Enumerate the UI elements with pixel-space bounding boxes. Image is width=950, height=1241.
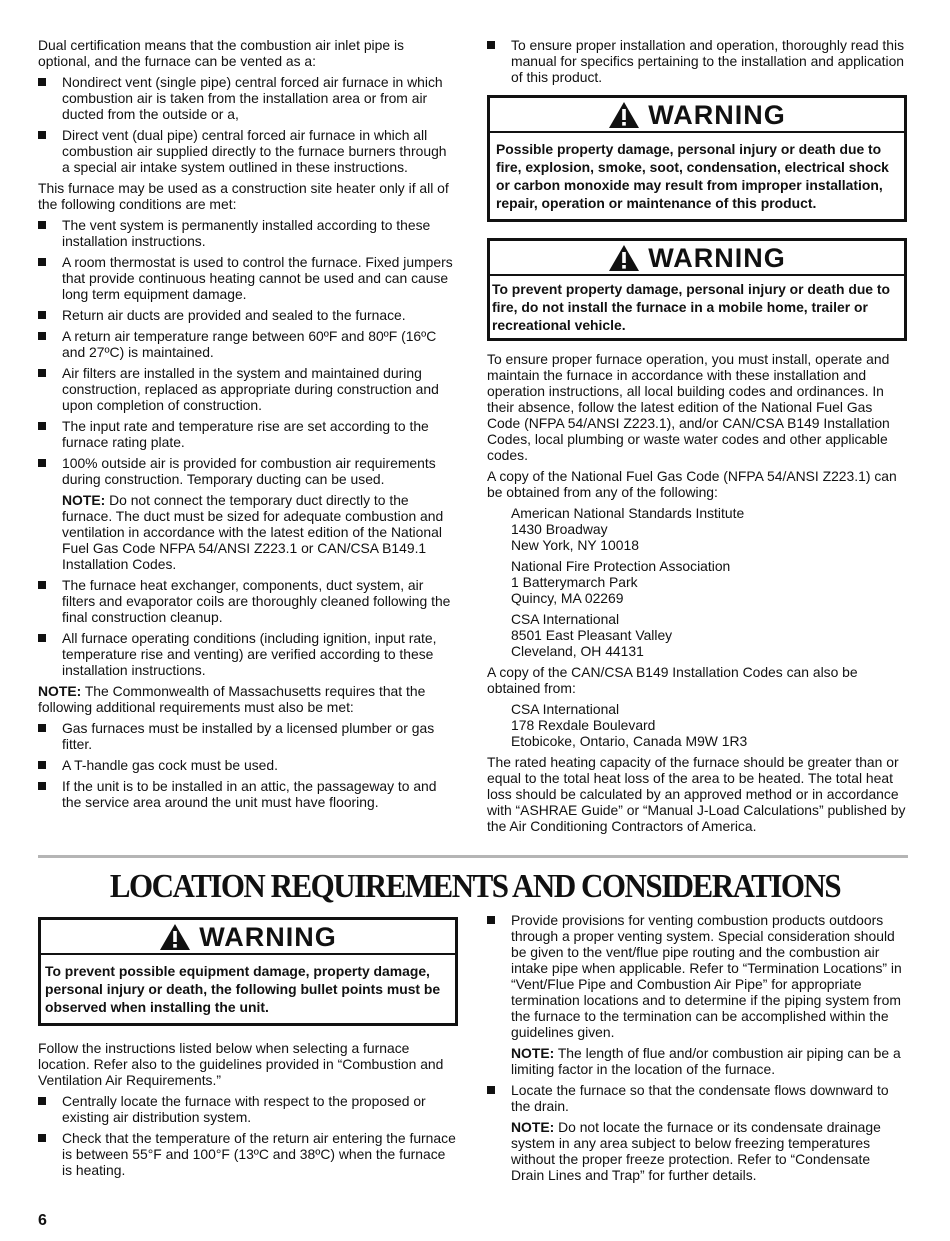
construction-intro: This furnace may be used as a construction site heater only if all of the following conditions are met: [38, 180, 449, 212]
bullet-square-icon [38, 724, 46, 732]
warning-title: WARNING [648, 242, 786, 273]
list-item: Centrally locate the furnace with respect to the proposed or existing air distribution system. [38, 1093, 458, 1125]
bullet-square-icon [38, 422, 46, 430]
address-block: American National Standards Institute 1430 Broadway New York, NY 10018 [511, 505, 745, 553]
bullet-square-icon [38, 221, 46, 229]
right-column [487, 37, 907, 839]
list-item: Provide provisions for venting combustion products outdoors through a proper venting system. Special consideration should be given to the vent/flue pipe routing and the combustion air intake pipe when applicable. Refer to “Termination Locations” in “Vent/Flue Pipe and Combustion Air Pipe” for appropriate termination locations and to determine if the piping system from the furnace to the termination can be accomplished within the guidelines given. [487, 912, 907, 1040]
bullet-square-icon [38, 369, 46, 377]
bullet-square-icon [38, 1097, 46, 1105]
bullet-square-icon [38, 78, 46, 86]
copy-paragraph: A copy of the National Fuel Gas Code (NFPA 54/ANSI Z223.1) can be obtained from any of the following: [487, 468, 897, 500]
list-item: Return air ducts are provided and sealed to the furnace. [38, 307, 458, 323]
warning-header [490, 98, 904, 133]
note-freeze-protection: NOTE: Do not locate the furnace or its condensate drainage system in any area subject to below freezing temperatures without the proper freeze protection. Refer to “Condensate Drain Lines and Trap” for further details. [511, 1119, 881, 1183]
right-column-location [487, 912, 907, 1188]
list-item: All furnace operating conditions (including ignition, input rate, temperature rise and venting) are verified according to these installation instructions. [38, 630, 458, 678]
warning-text: Possible property damage, personal injury or death due to fire, explosion, smoke, soot, condensation, electrical shock or carbon monoxide may result from improper installation, repair, operation or maintenance of this product. [496, 141, 889, 211]
left-column-location [38, 917, 458, 1183]
warning-header [41, 920, 455, 955]
list-item: Air filters are installed in the system and maintained during construction, replaced as appropriate during construction and upon completion of construction. [38, 365, 458, 413]
bullet-square-icon [38, 332, 46, 340]
list-item: To ensure proper installation and operation, thoroughly read this manual for specifics pertaining to the installation and application of this product. [487, 37, 907, 85]
warning-box [38, 917, 458, 1026]
address-block: CSA International 178 Rexdale Boulevard Etobicoke, Ontario, Canada M9W 1R3 [511, 701, 748, 749]
warning-triangle-icon [159, 923, 191, 951]
page-number: 6 [38, 1212, 47, 1229]
bullet-square-icon [487, 916, 495, 924]
note-piping-length: NOTE: The length of flue and/or combustion air piping can be a limiting factor in the location of the furnace. [511, 1045, 901, 1077]
bullet-square-icon [38, 581, 46, 589]
warning-title: WARNING [199, 921, 337, 952]
list-item: 100% outside air is provided for combustion air requirements during construction. Temporary ducting can be used. [38, 455, 458, 487]
list-item: Nondirect vent (single pipe) central forced air furnace in which combustion air is taken from the installation area or from air ducted from the outside or a, [38, 74, 458, 122]
list-item: A room thermostat is used to control the furnace. Fixed jumpers that provide continuous heating cannot be used and can cause long term equipment damage. [38, 254, 458, 302]
warning-header [490, 241, 904, 276]
list-item: The input rate and temperature rise are set according to the furnace rating plate. [38, 418, 458, 450]
section-heading: LOCATION REQUIREMENTS AND CONSIDERATIONS [109, 866, 841, 905]
list-item: Locate the furnace so that the condensate flows downward to the drain. [487, 1082, 907, 1114]
warning-triangle-icon [608, 244, 640, 272]
list-item: A return air temperature range between 60ºF and 80ºF (16ºC and 27ºC) is maintained. [38, 328, 458, 360]
bullet-square-icon [487, 1086, 495, 1094]
list-item: Direct vent (dual pipe) central forced air furnace in which all combustion air supplied directly to the furnace burners through a special air intake system outlined in these instructions. [38, 127, 458, 175]
rated-capacity-paragraph: The rated heating capacity of the furnace should be greater than or equal to the total heat loss of the area to be heated. The total heat loss should be calculated by an approved method or in accordance with “ASHRAE Guide” or “Manual J-Load Calculations” published by the Air Conditioning Contractors of America. [487, 754, 906, 834]
list-item: Gas furnaces must be installed by a licensed plumber or gas fitter. [38, 720, 458, 752]
warning-box [487, 238, 907, 341]
csa-paragraph: A copy of the CAN/CSA B149 Installation Codes can also be obtained from: [487, 664, 858, 696]
bullet-square-icon [38, 761, 46, 769]
warning-triangle-icon [608, 101, 640, 129]
list-item: If the unit is to be installed in an attic, the passageway to and the service area around the unit must have flooring. [38, 778, 458, 810]
section-divider [38, 855, 908, 858]
warning-box [487, 95, 907, 222]
bullet-square-icon [38, 1134, 46, 1142]
warning-text: To prevent property damage, personal injury or death due to fire, do not install the furnace in a mobile home, trailer or recreational vehicle. [492, 281, 891, 333]
bullet-square-icon [38, 131, 46, 139]
warning-text: To prevent possible equipment damage, property damage, personal injury or death, the following bullet points must be observed when installing the unit. [45, 963, 441, 1015]
left-column [38, 37, 458, 815]
list-item: A T-handle gas cock must be used. [38, 757, 458, 773]
list-item: Check that the temperature of the return air entering the furnace is between 55°F and 100°F (13ºC and 38ºC) when the furnace is heating. [38, 1130, 458, 1178]
follow-paragraph: Follow the instructions listed below when selecting a furnace location. Refer also to the guidelines provided in “Combustion and Ventilation Air Requirements.” [38, 1040, 444, 1088]
ensure-paragraph: To ensure proper furnace operation, you must install, operate and maintain the furnace in accordance with these installation and operation instructions, all local building codes and ordinances. In their absence, follow the latest edition of the National Fuel Gas Code (NFPA 54/ANSI Z223.1), and/or CAN/CSA B149 Installation Codes, local plumbing or waste water codes and other applicable codes. [487, 351, 890, 463]
bullet-square-icon [38, 311, 46, 319]
list-item: The vent system is permanently installed according to these installation instructions. [38, 217, 458, 249]
address-block: National Fire Protection Association 1 Batterymarch Park Quincy, MA 02269 [511, 558, 731, 606]
warning-title: WARNING [648, 99, 786, 130]
bullet-square-icon [38, 258, 46, 266]
intro-paragraph: Dual certification means that the combustion air inlet pipe is optional, and the furnace can be vented as a: [38, 37, 404, 69]
bullet-square-icon [487, 41, 495, 49]
address-block: CSA International 8501 East Pleasant Valley Cleveland, OH 44131 [511, 611, 673, 659]
list-item: The furnace heat exchanger, components, duct system, air filters and evaporator coils are thoroughly cleaned following the final construction cleanup. [38, 577, 458, 625]
bullet-square-icon [38, 634, 46, 642]
note-massachusetts: NOTE: The Commonwealth of Massachusetts requires that the following additional requirements must also be met: [38, 683, 426, 715]
bullet-square-icon [38, 459, 46, 467]
bullet-square-icon [38, 782, 46, 790]
note-temporary-duct: NOTE: Do not connect the temporary duct directly to the furnace. The duct must be sized for adequate combustion and ventilation in accordance with the latest edition of the National Fuel Gas Code NFPA 54/ANSI Z223.1 or CAN/CSA B149.1 Installation Codes. [62, 492, 444, 572]
